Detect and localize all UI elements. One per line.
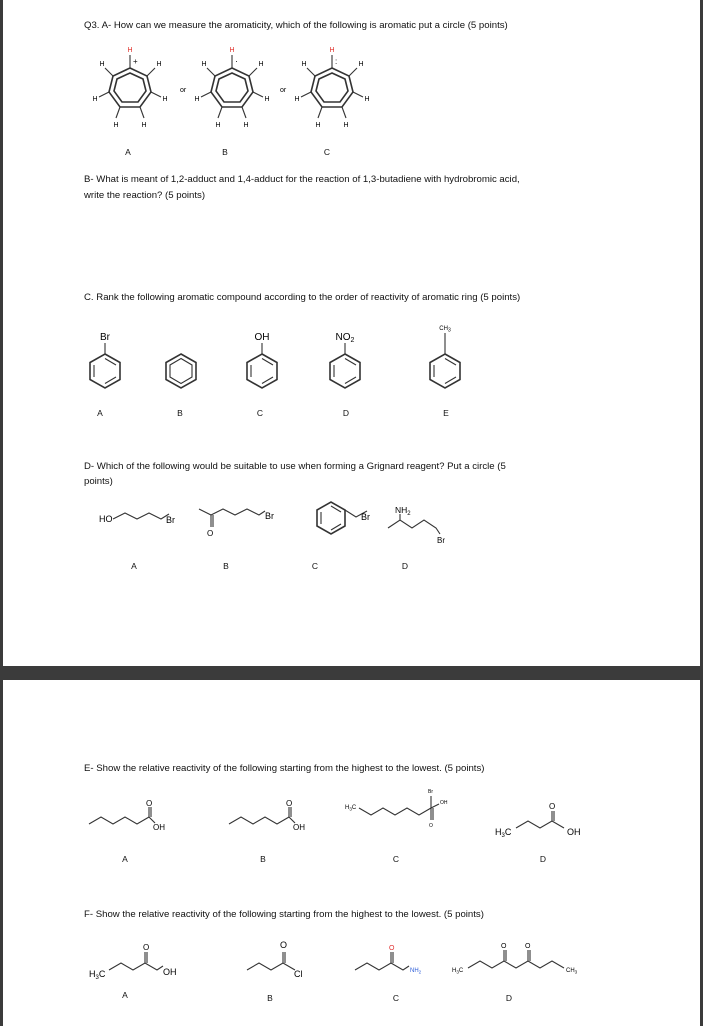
structure-d-a [99,513,175,525]
question-f-text: F- Show the relative reactivity of the following starting from the highest to the lowest. (5 points) [84,909,484,920]
svg-text:H: H [162,96,168,103]
svg-text:H: H [343,122,349,129]
svg-text:O: O [389,945,395,952]
svg-text:H: H [358,61,364,68]
question-c-text: C. Rank the following aromatic compound according to the order of reactivity of aromatic ring (5 points) [84,292,521,303]
structure-f-a [89,943,177,981]
svg-text:NH2: $NH_2$ [410,968,422,975]
label-f-d: D [505,993,513,1003]
structure-e-b [229,799,305,832]
svg-text:H: H [229,47,235,54]
svg-text:O: O [207,529,214,538]
svg-text:Br: Br [361,512,370,522]
svg-text:O: O [280,940,288,950]
atom-h: H [127,47,133,54]
question-d-line1: D- Which of the following would be suitable to use when forming a Grignard reagent? Put a circle (5 [84,461,506,472]
label-c-b: B [177,408,183,418]
label-e-c: C [392,854,400,864]
svg-text:OH: OH [163,967,177,977]
svg-text:H: H [258,61,264,68]
label-d-b: B [223,561,229,571]
label-c: C [323,147,331,157]
label-c-c: C [256,408,264,418]
svg-text:CH3: $CH_3$ [566,968,578,975]
label-c-d: D [342,408,350,418]
svg-text:NH2: $NH_2$ [395,505,411,517]
svg-text:H: H [301,61,307,68]
svg-text:OH: OH [293,823,305,832]
worksheet-page-1 [3,0,700,666]
charge-plus: + [133,57,138,66]
svg-text:H3C: $H_3C$ [345,805,357,812]
svg-text:·: · [235,56,238,66]
svg-text:H: H [329,47,335,54]
label-c-a: A [97,408,103,418]
label-f-a: A [122,990,128,1000]
label-d-a: A [131,561,137,571]
svg-text:O: O [549,802,556,811]
svg-text:O: O [525,943,531,950]
svg-text:O: O [143,943,150,952]
svg-text:O: O [286,799,293,808]
atom-ch3: $CH_3$ [439,326,451,334]
svg-text:Cl: Cl [294,969,303,979]
or-text-1: or [180,87,187,94]
svg-text:H: H [364,96,370,103]
svg-text:O: O [146,799,153,808]
svg-text:H: H [264,96,270,103]
atom-no2: $NO_2$ [335,332,355,344]
svg-text:H: H [194,96,200,103]
svg-text:Br: Br [437,536,445,545]
svg-text:Br: Br [166,515,175,525]
structure-e-c [345,789,448,829]
or-text-2: or [280,87,287,94]
structure-e-d [495,802,581,839]
question-b-line1: B- What is meant of 1,2-adduct and 1,4-adduct for the reaction of 1,3-butadiene with hydrobromic acid, [84,174,520,185]
svg-text:H3C: $H_3C$ [89,969,106,981]
structure-f-d [452,943,578,975]
atom-oh: OH [254,332,270,343]
structure-f-b [247,940,303,979]
svg-text:HO: HO [99,514,113,524]
structure-d-c [317,502,370,534]
question-e-f-structures [3,680,700,1026]
label-c-e: E [443,408,449,418]
svg-text:H: H [99,61,105,68]
label-f-b: B [267,993,273,1003]
svg-text:H: H [243,122,249,129]
label-d-c: C [311,561,319,571]
label-e-a: A [122,854,128,864]
svg-text:O: O [501,943,507,950]
question-d-line2: points) [84,476,113,487]
svg-text:Br: Br [265,511,274,521]
svg-text:Br: Br [428,789,433,795]
svg-text:H3C: $H_3C$ [495,827,512,839]
svg-text:H: H [92,96,98,103]
question-b-line2: write the reaction? (5 points) [84,190,206,201]
svg-text:H3C: $H_3C$ [452,968,464,975]
svg-text:H: H [156,61,162,68]
label-e-d: D [539,854,547,864]
label-a: A [125,147,131,157]
svg-text::: : [335,57,338,66]
question-e-text: E- Show the relative reactivity of the following starting from the highest to the lowest. (5 points) [84,763,485,774]
question-a-text: Q3. A- How can we measure the aromaticity, which of the following is aromatic put a circle (5 points) [84,20,508,31]
label-b: B [222,147,228,157]
atom-br: Br [100,332,110,343]
structure-e-a [89,799,165,832]
svg-text:OH: OH [440,800,448,806]
structure-d-b [199,509,274,538]
svg-text:H: H [315,122,321,129]
svg-text:OH: OH [153,823,165,832]
question-d-structures [3,0,700,600]
svg-text:H: H [215,122,221,129]
svg-text:OH: OH [567,827,581,837]
svg-text:H: H [113,122,119,129]
svg-text:H: H [294,96,300,103]
label-e-b: B [260,854,266,864]
svg-text:H: H [141,122,147,129]
label-f-c: C [392,993,400,1003]
svg-text:O: O [429,823,433,829]
svg-text:H: H [201,61,207,68]
structure-d-d [388,505,445,545]
worksheet-page-2 [3,680,700,1026]
structure-f-c [355,945,422,975]
label-d-d: D [401,561,409,571]
